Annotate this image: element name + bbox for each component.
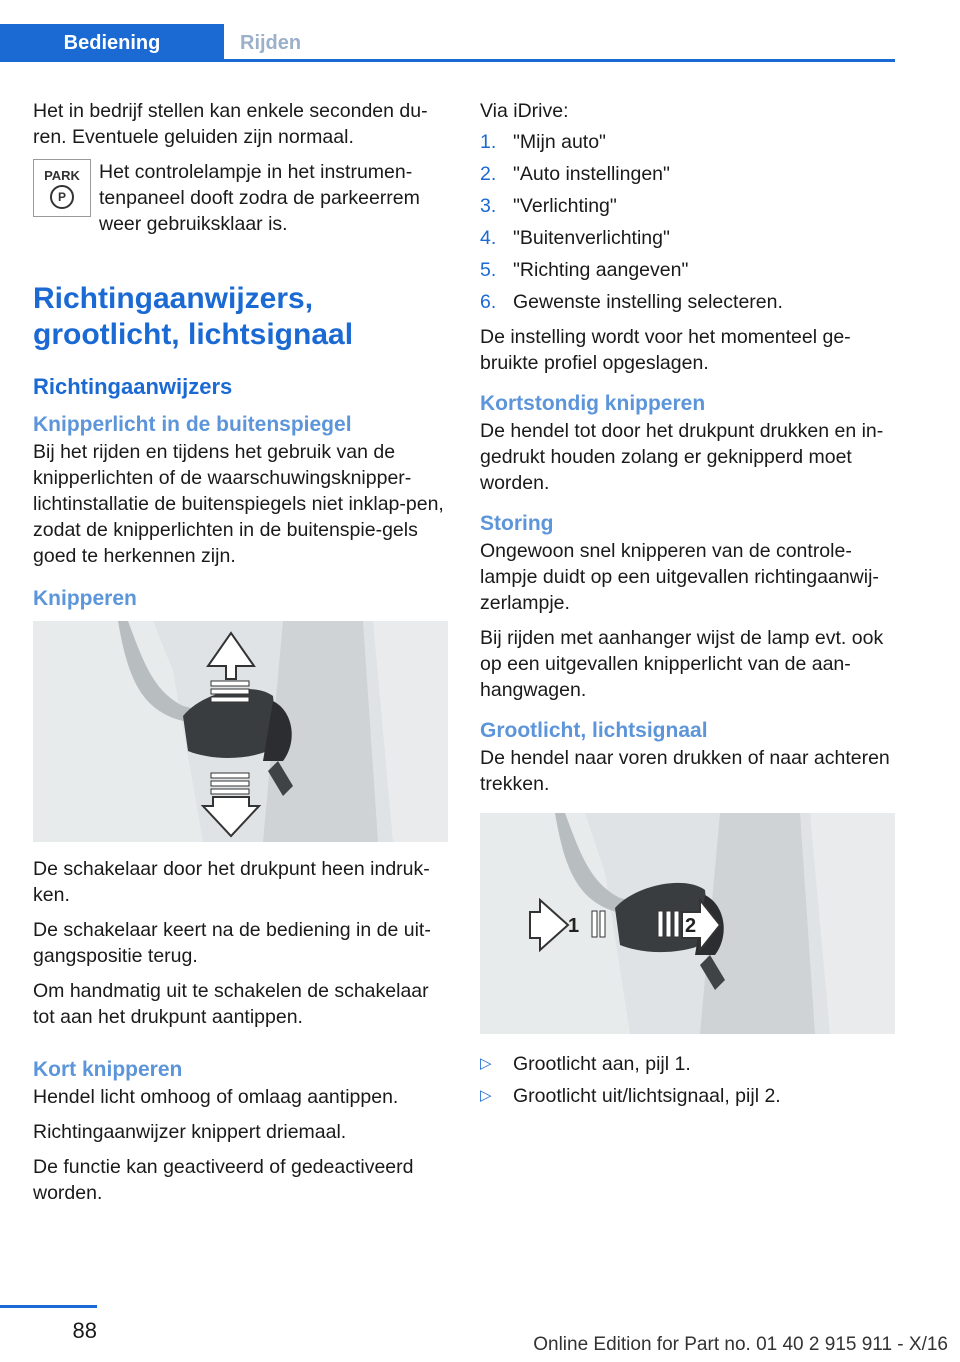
subsection-title: Richtingaanwijzers bbox=[33, 374, 233, 399]
bullet-text: Grootlicht aan, pijl 1. bbox=[513, 1053, 691, 1075]
paragraph-kort-3: De functie kan geactiveerd of gedeactiveerd worden. bbox=[33, 1156, 414, 1204]
tab-bediening[interactable]: Bediening bbox=[0, 24, 224, 62]
paragraph-storing-2: Bij rijden met aanhanger wijst de lamp evt. ook op een uitgevallen knipperlicht van de aan-hangwagen. bbox=[480, 627, 884, 701]
park-icon-text: PARK bbox=[44, 167, 80, 183]
step-number: 3. bbox=[480, 195, 497, 217]
turn-signal-illustration bbox=[33, 621, 448, 842]
list-item bbox=[480, 190, 898, 222]
turn-signal-figure bbox=[33, 621, 448, 842]
heading-grootlicht: Grootlicht, lichtsignaal bbox=[480, 719, 708, 742]
high-beam-figure bbox=[480, 813, 895, 1034]
page-number: 88 bbox=[72, 1318, 97, 1343]
paragraph-knipperen-3: Om handmatig uit te schakelen de schakelaar tot aan het drukpunt aantippen. bbox=[33, 980, 429, 1028]
paragraph-kortstondig: De hendel tot door het drukpunt drukken en in-gedrukt houden zolang er geknipperd moet worden. bbox=[480, 420, 884, 494]
park-indicator-note bbox=[33, 159, 451, 237]
bullet-triangle-icon: ▷ bbox=[480, 1055, 492, 1072]
step-number: 6. bbox=[480, 291, 497, 313]
park-brake-icon bbox=[33, 159, 91, 217]
park-indicator-text: Het controlelampje in het instrumen-tenpaneel dooft zodra de parkeerrem weer gebruiksklaar is. bbox=[99, 161, 420, 235]
step-text: "Richting aangeven" bbox=[513, 259, 689, 281]
paragraph-knipperen-1: De schakelaar door het drukpunt heen indruk-ken. bbox=[33, 858, 430, 906]
idrive-steps bbox=[480, 126, 898, 318]
heading-mirror-indicator: Knipperlicht in de buitenspiegel bbox=[33, 413, 352, 436]
edition-note: Online Edition for Part no. 01 40 2 915 911 - X/16 bbox=[533, 1334, 948, 1355]
high-beam-list bbox=[480, 1048, 898, 1112]
list-item bbox=[480, 126, 898, 158]
tab-rijden[interactable]: Rijden bbox=[240, 32, 302, 54]
right-column bbox=[480, 98, 898, 1112]
arrow-1-label: 1 bbox=[568, 915, 580, 937]
paragraph-grootlicht: De hendel naar voren drukken of naar achteren trekken. bbox=[480, 747, 890, 795]
park-icon-symbol: P bbox=[50, 185, 74, 209]
heading-kortstondig: Kortstondig knipperen bbox=[480, 392, 706, 415]
step-text: "Buitenverlichting" bbox=[513, 227, 670, 249]
paragraph-kort-2: Richtingaanwijzer knippert driemaal. bbox=[33, 1121, 347, 1143]
paragraph-via-idrive: Via iDrive: bbox=[480, 100, 569, 122]
paragraph-profile: De instelling wordt voor het momenteel ge-bruikte profiel opgeslagen. bbox=[480, 326, 851, 374]
paragraph-kort-1: Hendel licht omhoog of omlaag aantippen. bbox=[33, 1086, 399, 1108]
paragraph-storing-1: Ongewoon snel knipperen van de controle-lampje duidt op een uitgevallen richtingaanwij-zerlampje. bbox=[480, 540, 879, 614]
footer-rule bbox=[0, 1305, 97, 1308]
step-number: 5. bbox=[480, 259, 497, 281]
paragraph-knipperen-2: De schakelaar keert na de bediening in de uit-gangspositie terug. bbox=[33, 919, 431, 967]
step-number: 4. bbox=[480, 227, 497, 249]
list-item bbox=[480, 254, 898, 286]
left-column bbox=[33, 98, 451, 1215]
heading-storing: Storing bbox=[480, 512, 554, 535]
list-item bbox=[480, 286, 898, 318]
header-rule bbox=[0, 59, 895, 62]
heading-kort-knipperen: Kort knipperen bbox=[33, 1058, 183, 1081]
step-number: 2. bbox=[480, 163, 497, 185]
bullet-text: Grootlicht uit/lichtsignaal, pijl 2. bbox=[513, 1085, 781, 1107]
step-number: 1. bbox=[480, 131, 497, 153]
step-text: Gewenste instelling selecteren. bbox=[513, 291, 783, 313]
heading-knipperen: Knipperen bbox=[33, 587, 137, 610]
list-item bbox=[480, 222, 898, 254]
paragraph-mirror: Bij het rijden en tijdens het gebruik van de knipperlichten of de waarschuwingsknipper-lichtinstallatie de buitenspiegels niet inklap-pen, zodat de knipperlichten in de buitenspie-gels goed te herkennen zijn. bbox=[33, 441, 444, 567]
list-item bbox=[480, 158, 898, 190]
list-item bbox=[480, 1080, 898, 1112]
step-text: "Verlichting" bbox=[513, 195, 617, 217]
header-tabs bbox=[0, 24, 895, 62]
arrow-2-label: 2 bbox=[685, 915, 697, 937]
bullet-triangle-icon: ▷ bbox=[480, 1087, 492, 1104]
step-text: "Mijn auto" bbox=[513, 131, 606, 153]
paragraph-startup: Het in bedrijf stellen kan enkele seconden du-ren. Eventuele geluiden zijn normaal. bbox=[33, 100, 428, 148]
list-item bbox=[480, 1048, 898, 1080]
step-text: "Auto instellingen" bbox=[513, 163, 670, 185]
high-beam-illustration bbox=[480, 813, 895, 1034]
section-title: Richtingaanwijzers, grootlicht, lichtsignaal bbox=[33, 282, 354, 351]
